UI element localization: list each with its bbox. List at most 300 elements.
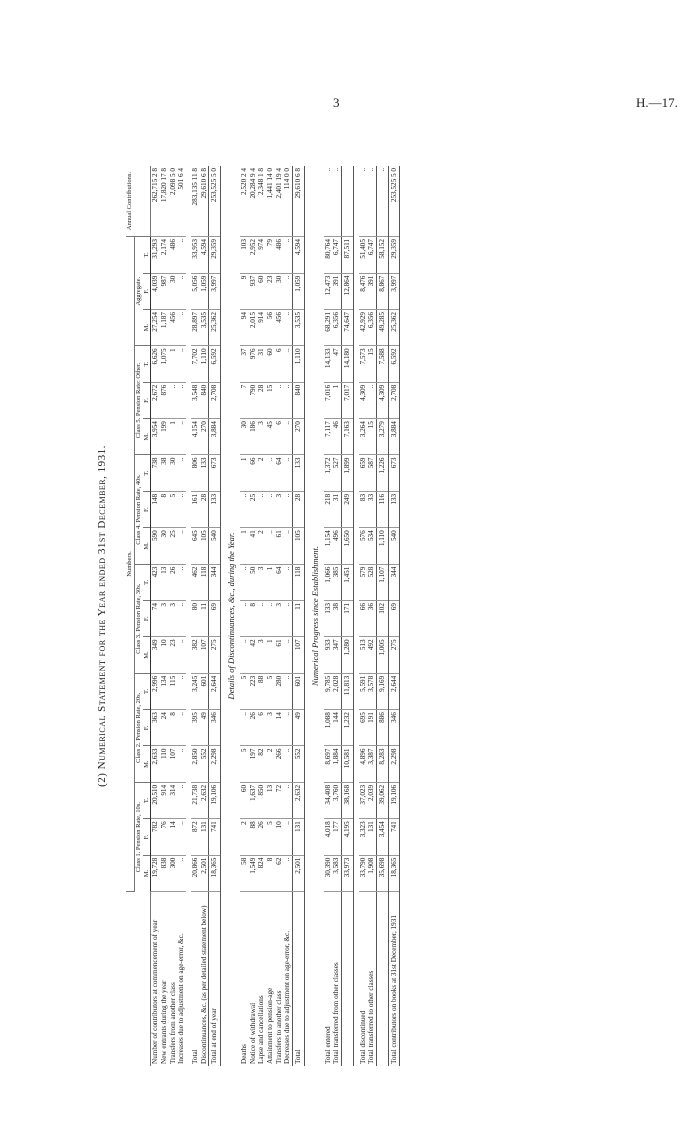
contribution-cell: 253,525 5 0 (209, 166, 221, 237)
number-cell: 3,884 (388, 419, 400, 455)
number-cell: 46 (332, 419, 341, 455)
number-cell: .. (283, 673, 292, 709)
number-cell: .. (283, 601, 292, 637)
number-cell: 3,454 (376, 819, 388, 855)
number-cell: 3,245 (191, 673, 200, 709)
number-cell: 83 (359, 491, 368, 527)
number-cell: 673 (209, 455, 221, 491)
number-cell: 1 (169, 419, 178, 455)
number-cell: .. (240, 601, 249, 637)
number-cell: 79 (266, 237, 275, 274)
number-cell: 391 (332, 273, 341, 309)
number-cell: 60 (266, 346, 275, 382)
number-cell: .. (283, 855, 292, 891)
number-cell: 26 (249, 710, 258, 746)
number-cell: 2 (266, 746, 275, 782)
number-cell: 270 (292, 419, 304, 455)
number-cell: 344 (388, 564, 400, 600)
number-cell: 806 (191, 455, 200, 491)
number-cell: 2,501 (292, 855, 304, 891)
number-cell: 27,254 (151, 310, 160, 346)
number-cell: 8 (160, 491, 169, 527)
number-cell: 107 (292, 637, 304, 673)
number-cell: 1,066 (324, 564, 333, 600)
number-cell: 10 (275, 819, 284, 855)
number-cell: 74,647 (342, 310, 354, 346)
annual-contributions-label: Annual Contributions. (126, 171, 133, 231)
contribution-cell: 114 0 0 (283, 166, 292, 237)
number-cell: 33,953 (191, 237, 200, 274)
contribution-cell: 253,525 5 0 (388, 166, 400, 237)
number-cell: .. (283, 528, 292, 564)
number-cell: 1,884 (332, 746, 341, 782)
number-cell: .. (283, 782, 292, 818)
number-cell: 974 (257, 237, 266, 274)
row-label (342, 892, 354, 1067)
number-cell: 840 (292, 382, 304, 418)
number-cell: 8,476 (359, 273, 368, 309)
sub-column-header: F. (143, 491, 151, 527)
number-cell: 5 (266, 673, 275, 709)
number-cell: 1,075 (160, 346, 169, 382)
number-cell: .. (283, 455, 292, 491)
number-cell: 2,952 (249, 237, 258, 274)
table-row (324, 166, 333, 1066)
number-cell: 105 (292, 528, 304, 564)
number-cell: 28 (257, 382, 266, 418)
number-cell: 7,016 (324, 382, 333, 418)
number-cell: 2,633 (151, 746, 160, 782)
number-cell: 1,154 (324, 528, 333, 564)
number-cell: 2,298 (388, 746, 400, 782)
table-row (240, 166, 249, 1066)
number-cell: 21,738 (191, 782, 200, 818)
row-label: New entrants during the year (160, 980, 169, 1064)
row-label: Total discontinued (358, 1010, 367, 1064)
number-cell: 1,280 (342, 637, 354, 673)
number-cell: 94 (240, 310, 249, 346)
number-cell: 266 (275, 746, 284, 782)
number-cell: 31 (257, 346, 266, 382)
sub-column-header: M. (143, 419, 151, 455)
number-cell: 1,110 (292, 346, 304, 382)
number-cell: 1 (240, 528, 249, 564)
number-cell: 659 (359, 455, 368, 491)
page-number: 3 (333, 95, 340, 110)
row-label: Attainment to pension-age (265, 987, 274, 1064)
number-cell: 2,174 (160, 237, 169, 274)
number-cell: 28 (292, 491, 304, 527)
number-cell: 116 (376, 491, 388, 527)
number-cell: 601 (200, 673, 209, 709)
number-cell: 11 (200, 601, 209, 637)
number-cell: 34,408 (324, 782, 333, 818)
number-cell: 18,365 (388, 855, 400, 891)
number-cell: 49 (200, 710, 209, 746)
number-cell: 391 (367, 273, 376, 309)
number-cell: .. (177, 346, 186, 382)
number-cell: 496 (332, 528, 341, 564)
number-cell: .. (283, 346, 292, 382)
number-cell: 8,867 (376, 273, 388, 309)
number-cell: 15 (367, 346, 376, 382)
number-cell: 4,039 (151, 273, 160, 309)
number-cell: 2,015 (249, 310, 258, 346)
table-row (342, 166, 354, 1066)
row-label: Total (190, 1049, 199, 1064)
contribution-cell: 17,820 17 8 (160, 166, 169, 237)
table-row (283, 166, 292, 1066)
number-cell: .. (169, 382, 178, 418)
number-cell: 10,581 (342, 746, 354, 782)
number-cell: .. (275, 382, 284, 418)
number-cell: 1 (240, 455, 249, 491)
number-cell: 3,535 (292, 310, 304, 346)
number-cell: 161 (191, 491, 200, 527)
number-cell: 7,017 (342, 382, 354, 418)
number-cell: 33 (367, 491, 376, 527)
number-cell: 3,884 (209, 419, 221, 455)
row-label: Total transferred from other classes (332, 962, 341, 1064)
contribution-cell: .. (324, 166, 333, 237)
number-cell: 37,023 (359, 782, 368, 818)
number-cell: 199 (160, 419, 169, 455)
number-cell: 60 (240, 782, 249, 818)
number-cell: 7,117 (324, 419, 333, 455)
contribution-cell: 2,098 5 0 (169, 166, 178, 237)
number-cell: .. (177, 382, 186, 418)
number-cell: 25 (169, 528, 178, 564)
number-cell: .. (283, 310, 292, 346)
number-cell: 23 (266, 273, 275, 309)
number-cell: 5,591 (359, 673, 368, 709)
number-cell: .. (177, 637, 186, 673)
number-cell: 3 (275, 491, 284, 527)
row-label: Notice of withdrawal (248, 1002, 257, 1064)
number-cell: 25,362 (388, 310, 400, 346)
number-cell: 30 (240, 419, 249, 455)
number-cell: 26 (169, 564, 178, 600)
number-cell: .. (266, 528, 275, 564)
contribution-cell: 2,401 19 4 (275, 166, 284, 237)
row-label: Decreases due to adjustment on age-error, &c. (283, 930, 292, 1064)
number-cell: 2,298 (209, 746, 221, 782)
sub-column-header: T. (143, 673, 151, 709)
number-cell: 1,451 (342, 564, 354, 600)
table-row (160, 166, 169, 1066)
number-cell: .. (283, 491, 292, 527)
number-cell: 20,510 (151, 782, 160, 818)
number-cell: 28,897 (191, 310, 200, 346)
number-cell: 11,813 (342, 673, 354, 709)
number-cell: 15 (266, 382, 275, 418)
table-row (151, 166, 160, 1066)
number-cell: 13 (160, 564, 169, 600)
number-cell: 741 (209, 819, 221, 855)
number-cell: 62 (275, 855, 284, 891)
table-row (292, 166, 304, 1066)
number-cell: 1,232 (342, 710, 354, 746)
contribution-cell: .. (332, 166, 341, 237)
column-group-header: Class 5. Pension Rate: Other. (134, 346, 142, 455)
table-row (200, 166, 209, 1066)
number-cell: 2,708 (209, 382, 221, 418)
number-cell: .. (257, 601, 266, 637)
number-cell: 5 (169, 491, 178, 527)
number-cell: 456 (169, 310, 178, 346)
contribution-cell: 20,284 9 4 (249, 166, 258, 237)
number-cell: 462 (191, 564, 200, 600)
number-cell: 3 (257, 564, 266, 600)
row-label: Total entered (323, 1026, 332, 1064)
number-cell: 107 (169, 746, 178, 782)
row-label: Total transferred to other classes (367, 970, 376, 1064)
number-cell: 7,702 (191, 346, 200, 382)
table-row (169, 166, 178, 1066)
number-cell: 3,578 (367, 673, 376, 709)
number-cell: 133 (292, 455, 304, 491)
number-cell: 3 (169, 601, 178, 637)
number-cell: 69 (388, 601, 400, 637)
number-cell: 31 (332, 491, 341, 527)
row-label: Total contributors on books at 31st December, 1931 (388, 892, 400, 1067)
number-cell: .. (177, 819, 186, 855)
number-cell: .. (367, 382, 376, 418)
number-cell: 4,154 (191, 419, 200, 455)
number-cell: .. (177, 419, 186, 455)
number-cell: 1,908 (367, 855, 376, 891)
number-cell: 9,785 (324, 673, 333, 709)
number-cell: 30 (160, 528, 169, 564)
number-cell: 382 (191, 637, 200, 673)
number-cell: 2,996 (151, 673, 160, 709)
number-cell: .. (177, 528, 186, 564)
number-cell: 3,264 (359, 419, 368, 455)
number-cell: .. (177, 237, 186, 274)
number-cell: 1,650 (342, 528, 354, 564)
number-cell: 3 (257, 419, 266, 455)
number-cell: 4,309 (359, 382, 368, 418)
number-cell: 486 (275, 237, 284, 274)
row-label: Transfers to another class (274, 990, 283, 1064)
table-row (191, 166, 200, 1066)
number-cell: 5 (266, 819, 275, 855)
number-cell: 8 (169, 710, 178, 746)
table-row (177, 166, 186, 1066)
number-cell: .. (266, 455, 275, 491)
column-group-header: Aggregate. (134, 237, 142, 346)
number-cell: 131 (200, 819, 209, 855)
number-cell: 3 (275, 601, 284, 637)
number-cell: 1,059 (292, 273, 304, 309)
number-cell: 3,548 (191, 382, 200, 418)
number-cell: 8 (249, 601, 258, 637)
table-row (367, 166, 376, 1066)
contribution-cell (342, 166, 354, 237)
number-cell: 300 (169, 855, 178, 891)
number-cell: 1,088 (324, 710, 333, 746)
column-group-header: Class 1. Pension Rate, 10s. (134, 802, 142, 873)
number-cell: 1,637 (249, 782, 258, 818)
table-row (266, 166, 275, 1066)
number-cell: 601 (292, 673, 304, 709)
column-group-header: Class 3. Pension Rate, 30s. (134, 564, 142, 673)
number-cell: .. (177, 491, 186, 527)
row-label: Deaths (240, 1044, 249, 1064)
number-cell: 886 (376, 710, 388, 746)
contribution-cell: 29,610 6 8 (200, 166, 209, 237)
number-cell: 14,133 (324, 346, 333, 382)
number-cell: 2,850 (191, 746, 200, 782)
number-cell: 6,747 (367, 237, 376, 274)
column-group-header: Class 2. Pension Rate, 20s. (134, 673, 142, 782)
row-label: Discontinuances, &c. (as per detailed statement below) (199, 905, 208, 1064)
number-cell: 148 (151, 491, 160, 527)
number-cell: 107 (200, 637, 209, 673)
number-cell: 133 (209, 491, 221, 527)
contribution-cell: 29,610 6 8 (292, 166, 304, 237)
number-cell: 914 (160, 782, 169, 818)
number-cell: 1 (169, 346, 178, 382)
number-cell: 6 (257, 710, 266, 746)
number-cell: 115 (169, 673, 178, 709)
number-cell: 19,106 (388, 782, 400, 818)
number-cell: 144 (332, 710, 341, 746)
number-cell: 7,573 (359, 346, 368, 382)
number-cell: 28 (200, 491, 209, 527)
number-cell: 26 (257, 819, 266, 855)
number-cell: 6 (275, 419, 284, 455)
number-cell: .. (266, 601, 275, 637)
number-cell: 131 (292, 819, 304, 855)
number-cell: 3 (160, 601, 169, 637)
number-cell: .. (177, 746, 186, 782)
number-cell: 3,323 (359, 819, 368, 855)
number-cell: 1 (332, 382, 341, 418)
number-cell: 423 (151, 564, 160, 600)
contribution-cell: 2,348 1 8 (257, 166, 266, 237)
number-cell: 18,365 (209, 855, 221, 891)
sub-column-header: T. (143, 455, 151, 491)
row-label: Number of contributors at commencement of year (151, 919, 160, 1064)
number-cell: 42,929 (359, 310, 368, 346)
number-cell: 56 (266, 310, 275, 346)
number-cell: 36 (367, 601, 376, 637)
number-cell: 3 (257, 637, 266, 673)
number-cell: 1,187 (160, 310, 169, 346)
number-cell: 76 (160, 819, 169, 855)
number-cell: 976 (249, 346, 258, 382)
number-cell: .. (177, 673, 186, 709)
number-cell: 105 (200, 528, 209, 564)
row-label: Transfers from another class (168, 982, 177, 1064)
number-cell: 88 (249, 819, 258, 855)
number-cell: 850 (257, 782, 266, 818)
number-cell: .. (177, 273, 186, 309)
sub-column-header: F. (143, 710, 151, 746)
number-cell: 4,896 (359, 746, 368, 782)
number-cell: 25,362 (209, 310, 221, 346)
number-cell: .. (283, 637, 292, 673)
number-cell: 872 (191, 819, 200, 855)
number-cell: 58,152 (376, 237, 388, 274)
contribution-cell: 2,520 2 4 (240, 166, 249, 237)
number-cell: 87,511 (342, 237, 354, 274)
number-cell: 8,283 (376, 746, 388, 782)
number-cell: 1,110 (376, 528, 388, 564)
number-cell: 30,390 (324, 855, 333, 891)
number-cell: .. (177, 855, 186, 891)
number-cell: 29,359 (388, 237, 400, 274)
number-cell: 2,501 (200, 855, 209, 891)
number-cell: 552 (292, 746, 304, 782)
number-cell: 45 (266, 419, 275, 455)
number-cell: 20,866 (191, 855, 200, 891)
number-cell: 110 (160, 746, 169, 782)
number-cell: 66 (249, 455, 258, 491)
number-cell: 782 (151, 819, 160, 855)
number-cell: 5,056 (191, 273, 200, 309)
number-cell: 118 (200, 564, 209, 600)
number-cell: 7 (240, 382, 249, 418)
number-cell: 937 (249, 273, 258, 309)
number-cell: 103 (240, 237, 249, 274)
sub-column-header: T. (143, 346, 151, 382)
number-cell: 191 (367, 710, 376, 746)
table-row (275, 166, 284, 1066)
number-cell: 14 (169, 819, 178, 855)
number-cell: 395 (191, 710, 200, 746)
number-cell: 346 (209, 710, 221, 746)
number-cell: 587 (367, 455, 376, 491)
number-cell: .. (257, 491, 266, 527)
number-cell: 540 (209, 528, 221, 564)
table-row (257, 166, 266, 1066)
number-cell: 1,059 (200, 273, 209, 309)
number-cell: 492 (367, 637, 376, 673)
sub-column-header: F. (143, 819, 151, 855)
number-cell: 49,285 (376, 310, 388, 346)
number-cell: .. (283, 273, 292, 309)
number-cell: .. (283, 419, 292, 455)
number-cell: 1,005 (376, 637, 388, 673)
number-cell: 51,405 (359, 237, 368, 274)
number-cell: 695 (359, 710, 368, 746)
number-cell: 346 (388, 710, 400, 746)
number-cell: 38,168 (342, 782, 354, 818)
number-cell: .. (240, 637, 249, 673)
number-cell: 275 (388, 637, 400, 673)
number-cell: 513 (359, 637, 368, 673)
number-cell: 5 (240, 746, 249, 782)
column-group-header: Class 4. Pension Rate, 40s. (134, 455, 142, 564)
number-cell: 4,018 (324, 819, 333, 855)
number-cell: 64 (275, 455, 284, 491)
rotated-statement (92, 126, 672, 1106)
number-cell: 3,997 (209, 273, 221, 309)
number-cell: 64 (275, 564, 284, 600)
row-label (376, 892, 388, 1067)
number-cell: 35,698 (376, 855, 388, 891)
number-cell: 80 (191, 601, 200, 637)
number-cell: 13 (266, 782, 275, 818)
number-cell: 88 (257, 673, 266, 709)
sub-column-header: M. (143, 528, 151, 564)
number-cell: 33,790 (359, 855, 368, 891)
number-cell: 1 (266, 564, 275, 600)
number-cell: 2,632 (292, 782, 304, 818)
number-cell: .. (283, 819, 292, 855)
